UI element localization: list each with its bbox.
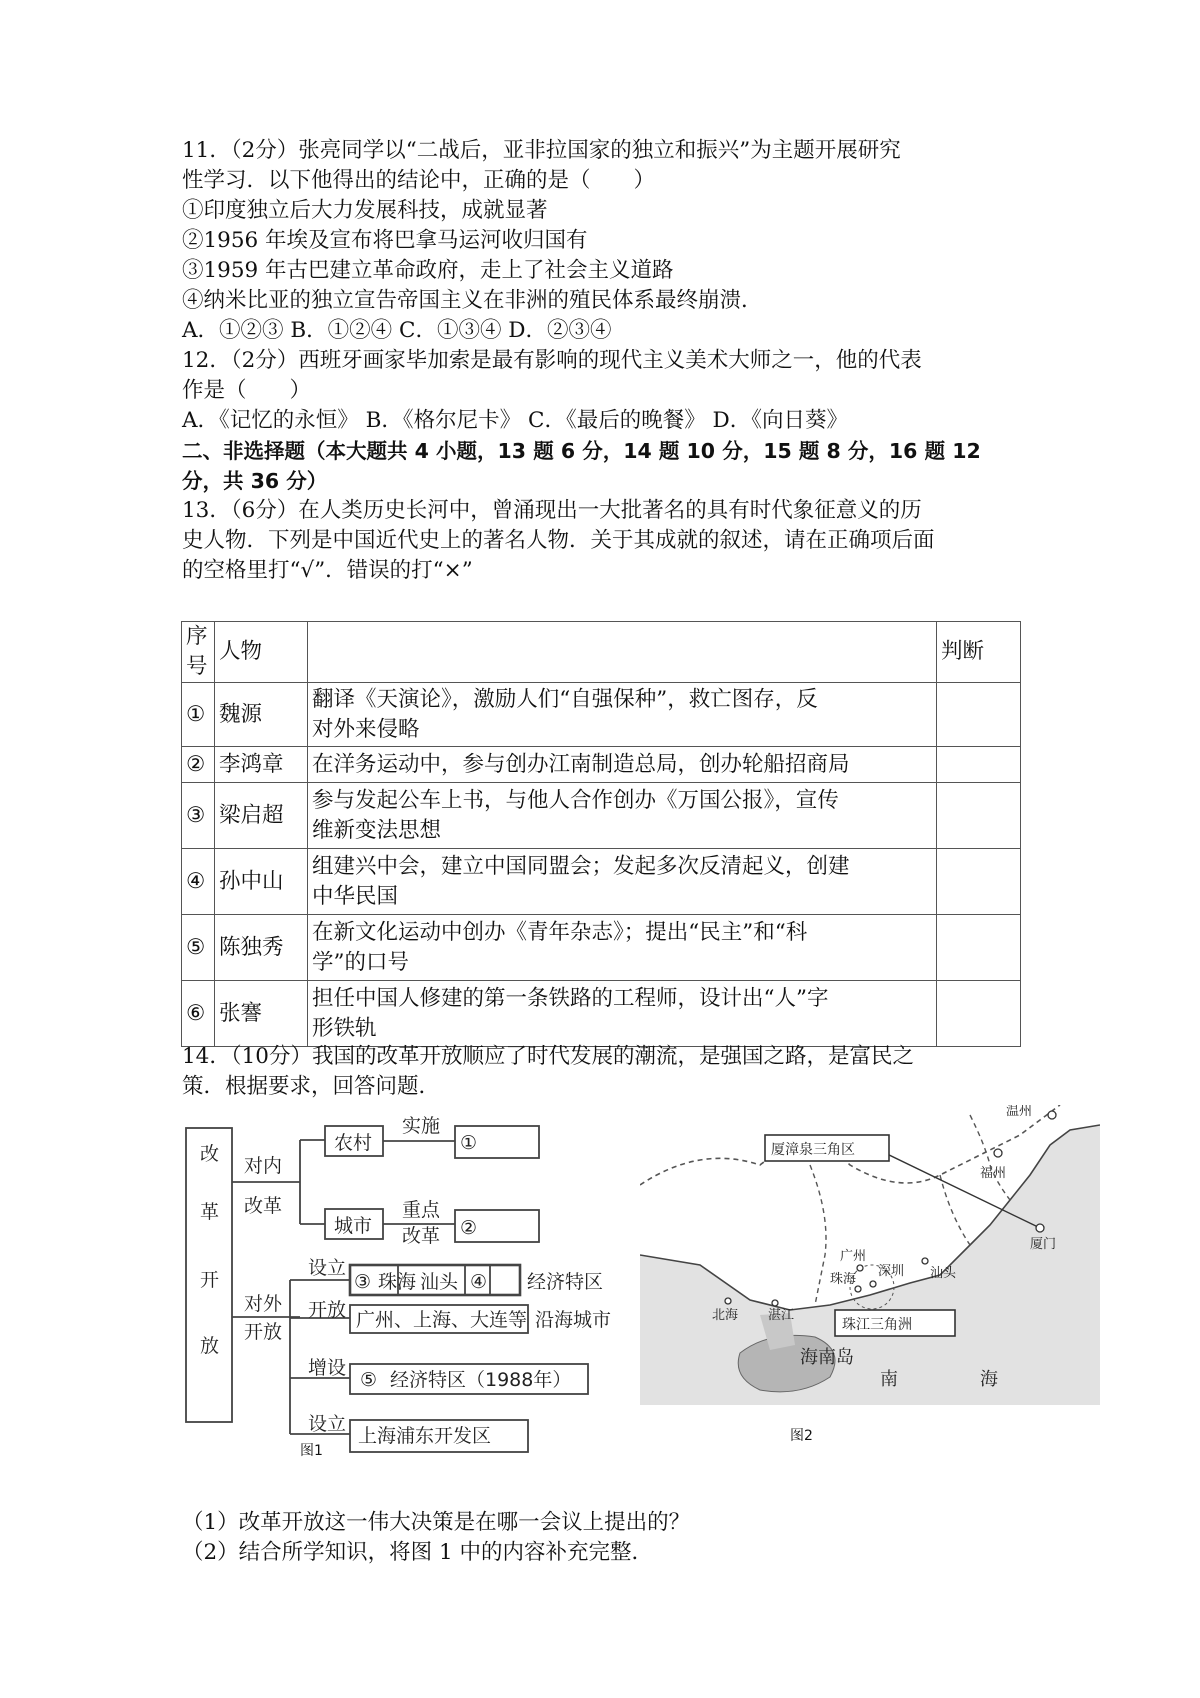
- minnan-delta-label: 厦漳泉三角区: [771, 1142, 855, 1158]
- header-desc: [308, 622, 937, 683]
- q13-stem-line1: 13．（6分）在人类历史长河中，曾涌现出一大批著名的具有时代象征意义的历: [182, 498, 922, 523]
- q11-item-3: ③1959 年古巴建立革命政府，走上了社会主义道路: [182, 258, 674, 283]
- outer-label: 对外: [244, 1293, 283, 1315]
- table-row: [182, 747, 1021, 783]
- row-no: ⑤: [182, 915, 215, 981]
- pudong-label: 上海浦东开发区: [358, 1425, 492, 1447]
- row-judge-blank[interactable]: [937, 683, 1021, 747]
- row-desc: 组建兴中会，建立中国同盟会；发起多次反清起义，创建 中华民国: [308, 849, 937, 915]
- table-row: [182, 981, 1021, 1047]
- blank-2: ②: [460, 1217, 478, 1239]
- hainan-label: 海南岛: [800, 1347, 854, 1368]
- outer-label-2: 开放: [244, 1321, 283, 1343]
- row-no: ③: [182, 783, 215, 849]
- q11-item-1: ①印度独立后大力发展科技，成就显著: [182, 198, 548, 223]
- fuzhou-label: 福州: [980, 1166, 1007, 1181]
- wenzhou-label: 温州: [1006, 1105, 1033, 1119]
- nanhai-label-1: 南: [880, 1369, 898, 1390]
- figure-1-caption: 图1: [300, 1443, 323, 1459]
- focus-label-1: 重点: [402, 1199, 441, 1221]
- q11-item-2: ②1956 年埃及宣布将巴拿马运河收归国有: [182, 228, 588, 253]
- row-desc: 在新文化运动中创办《青年杂志》；提出“民主”和“科 学”的口号: [308, 915, 937, 981]
- guangzhou-label: 广州: [840, 1249, 867, 1264]
- blank-1: ①: [460, 1132, 478, 1154]
- root-char-1: 改: [200, 1143, 220, 1165]
- beihai-label: 北海: [712, 1308, 739, 1323]
- row-desc: 在洋务运动中，参与创办江南制造总局，创办轮船招商局: [308, 747, 937, 783]
- add-label: 增设: [308, 1357, 347, 1379]
- coastal-cities-list: 广州、上海、大连等: [356, 1309, 528, 1331]
- sez-1988-label: 经济特区（1988年）: [390, 1369, 572, 1391]
- row-name: 魏源: [215, 683, 308, 747]
- q12-options: A．《记忆的永恒》 B．《格尔尼卡》 C．《最后的晚餐》 D．《向日葵》: [182, 408, 849, 433]
- row-judge-blank[interactable]: [937, 915, 1021, 981]
- root-char-2: 革: [200, 1201, 220, 1223]
- coastal-label: 沿海城市: [535, 1309, 612, 1331]
- row-name: 梁启超: [215, 783, 308, 849]
- row-no: ①: [182, 683, 215, 747]
- focus-label-2: 改革: [402, 1225, 441, 1247]
- row-judge-blank[interactable]: [937, 981, 1021, 1047]
- city-label: 城市: [334, 1215, 373, 1237]
- figure-2-map: [640, 1105, 1100, 1444]
- row-name: 陈独秀: [215, 915, 308, 981]
- table-row: [182, 849, 1021, 915]
- establish-label-2: 设立: [308, 1413, 347, 1435]
- q11-stem-line2: 性学习．以下他得出的结论中，正确的是（ ）: [182, 168, 656, 193]
- blank-5: ⑤: [360, 1369, 378, 1391]
- fuzhou-dot: [994, 1149, 1002, 1157]
- row-judge-blank[interactable]: [937, 747, 1021, 783]
- table-row: [182, 915, 1021, 981]
- table-row: [182, 683, 1021, 747]
- q13-stem-line2: 史人物．下列是中国近代史上的著名人物．关于其成就的叙述，请在正确项后面: [182, 528, 935, 553]
- q12-stem-line2: 作是（ ）: [182, 378, 312, 403]
- xiamen-label: 厦门: [1030, 1237, 1057, 1252]
- row-name: 孙中山: [215, 849, 308, 915]
- zhuhai-label: 珠海: [830, 1272, 857, 1287]
- shantou-label: 汕头: [930, 1266, 957, 1281]
- figure-2-caption: 图2: [790, 1428, 813, 1444]
- sez-label: 经济特区: [527, 1271, 604, 1293]
- sea-area: [640, 1125, 1100, 1405]
- blank-3: ③: [354, 1271, 372, 1293]
- figure-1-diagram: [180, 1112, 640, 1472]
- wenzhou-dot: [1048, 1111, 1056, 1119]
- shantou-dot: [922, 1258, 928, 1264]
- q11-item-4: ④纳米比亚的独立宣告帝国主义在非洲的殖民体系最终崩溃．: [182, 288, 763, 313]
- q12-stem-line1: 12．（2分）西班牙画家毕加索是最有影响的现代主义美术大师之一，他的代表: [182, 348, 922, 373]
- row-name: 张謇: [215, 981, 308, 1047]
- q14-stem-line2: 策．根据要求，回答问题．: [182, 1074, 441, 1099]
- shenzhen-label: 深圳: [878, 1264, 905, 1279]
- zhuhai-cell: 珠海: [378, 1271, 417, 1293]
- q14-stem-line1: 14．（10分）我国的改革开放顺应了时代发展的潮流，是强国之路，是富民之: [182, 1044, 914, 1069]
- blank-4: ④: [470, 1271, 488, 1293]
- root-char-3: 开: [200, 1269, 220, 1291]
- inner-label: 对内: [244, 1155, 283, 1177]
- section2-title-line2: 分，共 36 分）: [182, 469, 328, 493]
- implement-label: 实施: [402, 1115, 441, 1137]
- header-judge: 判断: [937, 622, 1021, 683]
- section2-title-line1: 二、非选择题（本大题共 4 小题，13 题 6 分，14 题 10 分，15 题 8 分，16 题 12: [182, 439, 981, 463]
- table-header-row: [182, 622, 1021, 683]
- header-no: 序号: [182, 622, 215, 683]
- header-person: 人物: [215, 622, 308, 683]
- row-desc: 翻译《天演论》，激励人们“自强保种”，救亡图存，反 对外来侵略: [308, 683, 937, 747]
- open-label: 开放: [308, 1299, 347, 1321]
- row-no: ②: [182, 747, 215, 783]
- q14-sub2: （2）结合所学知识，将图 1 中的内容补充完整．: [182, 1540, 654, 1565]
- row-judge-blank[interactable]: [937, 783, 1021, 849]
- inner-label-2: 改革: [244, 1195, 283, 1217]
- q13-table: [181, 621, 1021, 1047]
- beihai-dot: [725, 1298, 731, 1304]
- establish-label: 设立: [308, 1257, 347, 1279]
- root-char-4: 放: [200, 1335, 220, 1357]
- q11-stem-line1: 11．（2分）张亮同学以“二战后，亚非拉国家的独立和振兴”为主题开展研究: [182, 138, 901, 163]
- nanhai-label-2: 海: [980, 1369, 998, 1390]
- xiamen-dot: [1036, 1224, 1044, 1232]
- row-desc: 参与发起公车上书，与他人合作创办《万国公报》，宣传 维新变法思想: [308, 783, 937, 849]
- q11-options: A．①②③ B．①②④ C．①③④ D．②③④: [182, 318, 612, 343]
- table-row: [182, 783, 1021, 849]
- row-no: ⑥: [182, 981, 215, 1047]
- row-desc: 担任中国人修建的第一条铁路的工程师，设计出“人”字 形铁轨: [308, 981, 937, 1047]
- guangzhou-dot: [857, 1265, 863, 1271]
- q14-sub1: （1）改革开放这一伟大决策是在哪一会议上提出的？: [182, 1510, 691, 1535]
- shenzhen-dot: [870, 1281, 876, 1287]
- zhanjiang-dot: [772, 1300, 778, 1306]
- q13-stem-line3: 的空格里打“√”．错误的打“×”: [182, 558, 473, 583]
- rural-label: 农村: [334, 1132, 373, 1154]
- row-no: ④: [182, 849, 215, 915]
- shantou-cell: 汕头: [420, 1271, 459, 1293]
- row-judge-blank[interactable]: [937, 849, 1021, 915]
- prd-label: 珠江三角洲: [842, 1317, 912, 1333]
- zhanjiang-label: 湛江: [768, 1308, 795, 1323]
- row-name: 李鸿章: [215, 747, 308, 783]
